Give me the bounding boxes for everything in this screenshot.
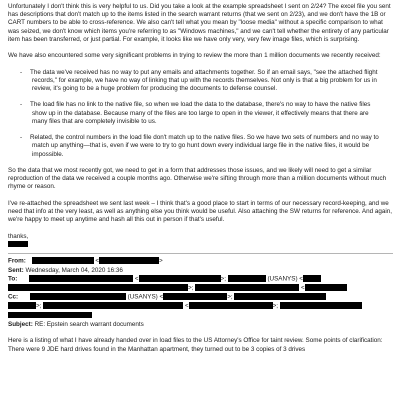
header-sent [8, 267, 393, 276]
header-to-continued: >; < [8, 284, 393, 293]
header-subject [8, 321, 393, 330]
redaction-bar [8, 241, 28, 248]
header-cc-continued: >; < >; [8, 302, 393, 311]
redaction-bar [99, 257, 159, 264]
bullet-text: Related, the control numbers in the load file don't match up to the native files. So we have two sets of numbers and no way to match up anything—that is, even if we were to try to go hunt down every individual large file in the native files, it would be impossible. [30, 134, 379, 158]
sent-label: Sent: [8, 266, 24, 274]
redaction-bar [32, 257, 94, 264]
header-from: From: < > [8, 257, 163, 265]
redaction-bar [30, 293, 126, 300]
paragraph-spreadsheet: I've re-attached the spreadsheet we sent last week – I think that's a good place to start in terms of our necessary record-keeping, and we need that info at the very least, as well as anything else you think would be useful. Also attaching the SW returns for reference. And again, we're happy to meet up anytime and hash all this out in person if that's useful. [8, 199, 392, 224]
header-cc: Cc: (USANYS) < >; [8, 293, 393, 302]
redaction-bar [139, 275, 221, 282]
bullet-dash: - [20, 134, 23, 142]
signature-redaction [8, 241, 393, 250]
redaction-bar [228, 275, 266, 282]
redaction-bar [163, 293, 227, 300]
bullet-item-load-file [8, 101, 393, 126]
sent-value: Wednesday, March 04, 2020 16:36 [25, 266, 123, 274]
redaction-bar [29, 275, 133, 282]
subject-label: Subject: [8, 320, 33, 328]
header-to: To: < >; (USANYS) < [8, 275, 393, 284]
redaction-bar [189, 302, 273, 309]
redaction-bar [8, 284, 188, 291]
to-label: To: [8, 275, 18, 283]
redaction-bar [234, 293, 326, 300]
paragraph-reproduction: So the data that we most recently got, we need to get in a form that addresses those issues, and we likely will need to get a similar reproduction of the data we received a couple months ago. Otherwise we're sifting through more than a million documents without much rhyme or reason. [8, 166, 387, 191]
redaction-bar [8, 302, 36, 309]
subject-value: RE: Epstein search warrant documents [34, 320, 144, 328]
signoff: thanks, [8, 232, 29, 240]
header-divider [8, 253, 393, 254]
paragraph-intro: Unfortunately I don't think this is very helpful to us. Did you take a look at the example spreadsheet I sent on 2/24? The excel file you sent has descriptions that don't match up to the items listed in the search warrant returns (that we sent on 2/23), and we don't have the 1B or CART numbers to be able to cross-reference. We also can't tell what you mean by "loose media" without a specific comparison to what was seized, we don't know which items you're referring to as "Windows machines," and we can't tell whether the entirety of any particular item has been transferred, or just partial. For example, it looks like we have only very, very few image files, which is surprising. [8, 3, 391, 43]
from-label: From: [8, 257, 26, 265]
bullet-item-emails [8, 69, 393, 94]
bullet-text: The data we've received has no way to put any emails and attachments together. So if an email says, "see the attached flight records," for example, we have no way of linking that up with the records themselves. Not only is that a big problem for us in review, it's going to be a huge problem for producing the documents to defense counsel. [30, 68, 378, 92]
bullet-text: The load file has no link to the native file, so when we load the data to the database, there's no way to have the native files show up in the database. Because many of the files are too large to open in the viewer, it effectively means that there are many files that are completely invisible to us. [30, 101, 371, 125]
paragraph-listing: Here is a listing of what I have already handed over in load files to the US Attorney's Office for taint review. Some points of clarification: There were 9 JDE hard drives found in the Manhattan apartment, they turned out to be 3 copies of 3 drives [8, 337, 383, 353]
bullet-item-control-numbers [8, 134, 393, 159]
paragraph-problems: We have also encountered some very significant problems in trying to review the more than 1 million documents we recently received: [8, 52, 381, 60]
redaction-bar [195, 284, 299, 291]
redaction-bar [8, 312, 92, 319]
bullet-dash: - [20, 68, 23, 76]
header-cc-continued-2 [8, 312, 393, 321]
redaction-bar [305, 284, 347, 291]
redaction-bar [280, 302, 362, 309]
bullet-dash: - [20, 101, 23, 109]
redaction-bar [43, 302, 183, 309]
redaction-bar [303, 275, 321, 282]
cc-label: Cc: [8, 293, 19, 301]
